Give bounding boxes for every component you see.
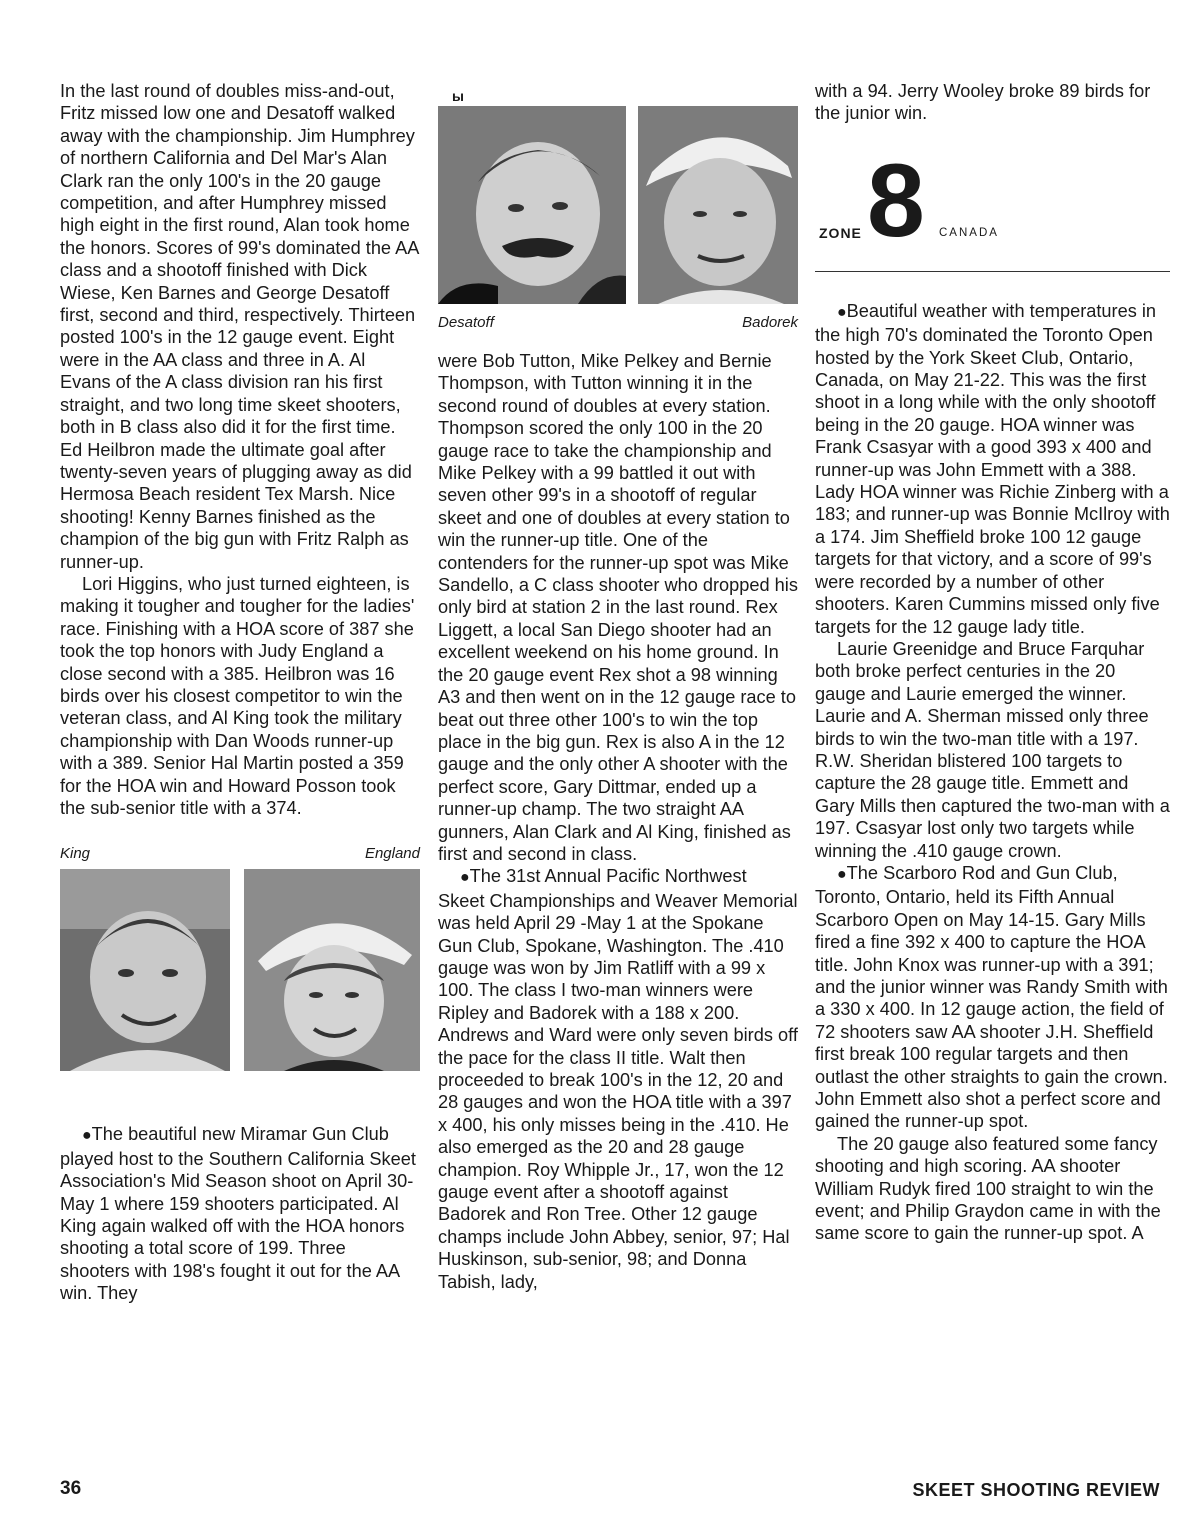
zone-number: 8 [867, 142, 923, 259]
article-paragraph: ●Beautiful weather with temperatures in the high 70's dominated the Toronto Open hosted by the York Skeet Club, Ontario, Canada, on May 21-22. This was the first shoot in a long while with the only shootoff being in the 20 gauge. HOA winner was Frank Csasyar with a good 393 x 400 and runner-up was John Emmett with a 388. Lady HOA winner was Richie Zinberg with a 183; and runner-up was Bonnie McIlroy with a 174. Jim Sheffield broke 100 12 gauge targets for that victory, and a score of 99's were recorded by a number of other shooters. Karen Cummins missed only five targets for the 12 gauge lady title. [815, 300, 1170, 637]
portrait-man-icon [438, 106, 626, 304]
article-paragraph: In the last round of doubles miss-and-out, Fritz missed low one and Desatoff walked away with the championship. Jim Humphrey of northern California and Del Mar's Alan Clark ran the only 100's in the 20 gauge competition, and after Humphrey missed high eight in the first round, Alan took home the honors. Scores of 99's dominated the AA class and a shootoff finished with Dick Wiese, Ken Barnes and George Desatoff first, second and third, respectively. Thirteen posted 100's in the 12 gauge event. Eight were in the AA class and three in A. Al Evans of the A class division ran his first straight, and two long time skeet shooters, both in B class also did it for the first time. Ed Heilbron made the ultimate goal after twenty-seven years of plugging away as did Hermosa Beach resident Tex Marsh. Nice shooting! Kenny Barnes finished as the champion of the big gun with Fritz Ralph as runner-up. [60, 81, 419, 572]
article-paragraph: ●The Scarboro Rod and Gun Club, Toronto, Ontario, held its Fifth Annual Scarboro Open on May 14-15. Gary Mills fired a fine 392 x 400 to capture the HOA title. John Knox was runner-up with a 391; and the junior winner was Randy Smith with a 330 x 400. In 12 gauge action, the field of 72 shooters saw AA shooter J.H. Sheffield first break 100 regular targets and then outlast the other straights to gain the crown. John Emmett also shot a perfect score and gained the runner-up spot. [815, 862, 1168, 1132]
zone-heading [815, 142, 1170, 272]
photo-row [60, 869, 420, 1071]
portrait-man-cap-icon [638, 106, 798, 304]
article-paragraph: with a 94. Jerry Wooley broke 89 birds for the junior win. [815, 81, 1151, 124]
column-1 [60, 80, 420, 1305]
photo-row [438, 106, 798, 304]
article-paragraph: were Bob Tutton, Mike Pelkey and Bernie Thompson, with Tutton winning it in the second round of doubles at every station. Thompson scored the only 100 in the 20 gauge race to take the championship and Mike Pelkey with a 99 battled it out with seven other 99's in a shootoff of regular skeet and one of doubles at every station to win the runner-up title. One of the contenders for the runner-up spot was Mike Sandello, a C class shooter who dropped his only bird at station 2 in the last round. Rex Liggett, a local San Diego shooter had an excellent weekend on his home ground. In the 20 gauge event Rex shot a 98 winning A3 and then went on in the 12 gauge race to beat out three other 100's to win the top place in the big gun. Rex is also A in the 12 gauge and the only other A shooter with the perfect score, Gary Dittmar, ended up a runner-up champ. The two straight AA gunners, Alan Clark and Al King, finished as first and second in class. [438, 351, 798, 864]
bullet-icon: ● [460, 869, 470, 887]
portrait-woman-icon [244, 869, 420, 1071]
caption-england: England [364, 845, 420, 863]
column-3 [815, 80, 1170, 1245]
article-paragraph: The 20 gauge also featured some fancy shooting and high scoring. AA shooter William Rudyk fired 100 straight to win the event; and Philip Graydon came in with the same score to gain the runner-up spot. A [815, 1133, 1161, 1244]
photo-caption-row [438, 314, 798, 332]
bullet-icon: ● [82, 1127, 92, 1145]
article-paragraph: ●The beautiful new Miramar Gun Club played host to the Southern California Skeet Association's Mid Season shoot on April 30-May 1 where 159 shooters participated. Al King again walked off with the HOA honors shooting a total score of 199. Three shooters with 198's fought it out for the AA win. They [60, 1124, 416, 1304]
caption-king: King [60, 845, 91, 863]
article-paragraph: Laurie Greenidge and Bruce Farquhar both broke perfect centuries in the 20 gauge and Laurie emerged the winner. Laurie and A. Sherman missed only three birds to win the two-man title with a 197. R.W. Sheridan blistered 100 targets to capture the 28 gauge title. Emmett and Gary Mills then captured the two-man with a 197. Csasyar lost only two targets while winning the .410 gauge crown. [815, 638, 1170, 861]
bullet-icon: ● [837, 303, 847, 321]
zone-region: CANADA [939, 226, 999, 239]
corner-mark: ы [452, 88, 464, 104]
portrait-man-icon [60, 869, 230, 1071]
photo-desatoff [438, 106, 626, 304]
caption-badorek: Badorek [742, 314, 798, 331]
zone-word: ZONE [819, 224, 862, 241]
photo-caption-row [60, 845, 420, 863]
magazine-title: SKEET SHOOTING REVIEW [912, 1480, 1160, 1500]
photo-badorek [638, 106, 798, 304]
photo-england [244, 869, 420, 1071]
caption-desatoff: Desatoff [438, 314, 494, 331]
column-2 [438, 106, 798, 1293]
article-paragraph: ●The 31st Annual Pacific Northwest Skeet Championships and Weaver Memorial was held April 29 -May 1 at the Spokane Gun Club, Spokane, Washington. The .410 gauge was won by Jim Ratliff with a 99 x 100. The class I two-man winners were Ripley and Badorek with a 188 x 200. Andrews and Ward were only seven birds off the pace for the class II title. Walt then proceeded to break 100's in the 12, 20 and 28 gauges and won the HOA title with a 397 x 400, his only misses being in the .410. He also emerged as the 20 and 28 gauge champion. Roy Whipple Jr., 17, won the 12 gauge event after a shootoff against Badorek and Ron Tree. Other 12 gauge champs include John Abbey, senior, 97; Hal Huskinson, sub-senior, 98; and Donna Tabish, lady, [438, 866, 798, 1292]
article-paragraph: Lori Higgins, who just turned eighteen, is making it tougher and tougher for the ladies' race. Finishing with a HOA score of 387 she took the top honors with Judy England a close second with a 385. Heilbron was 16 birds over his closest competitor to win the veteran class, and Al King took the military championship with Dan Woods runner-up with a 389. Senior Hal Martin posted a 359 for the HOA win and Howard Posson took the sub-senior title with a 374. [60, 573, 415, 818]
photo-king [60, 869, 230, 1071]
page-number: 36 [60, 1478, 82, 1499]
bullet-icon: ● [837, 865, 847, 883]
